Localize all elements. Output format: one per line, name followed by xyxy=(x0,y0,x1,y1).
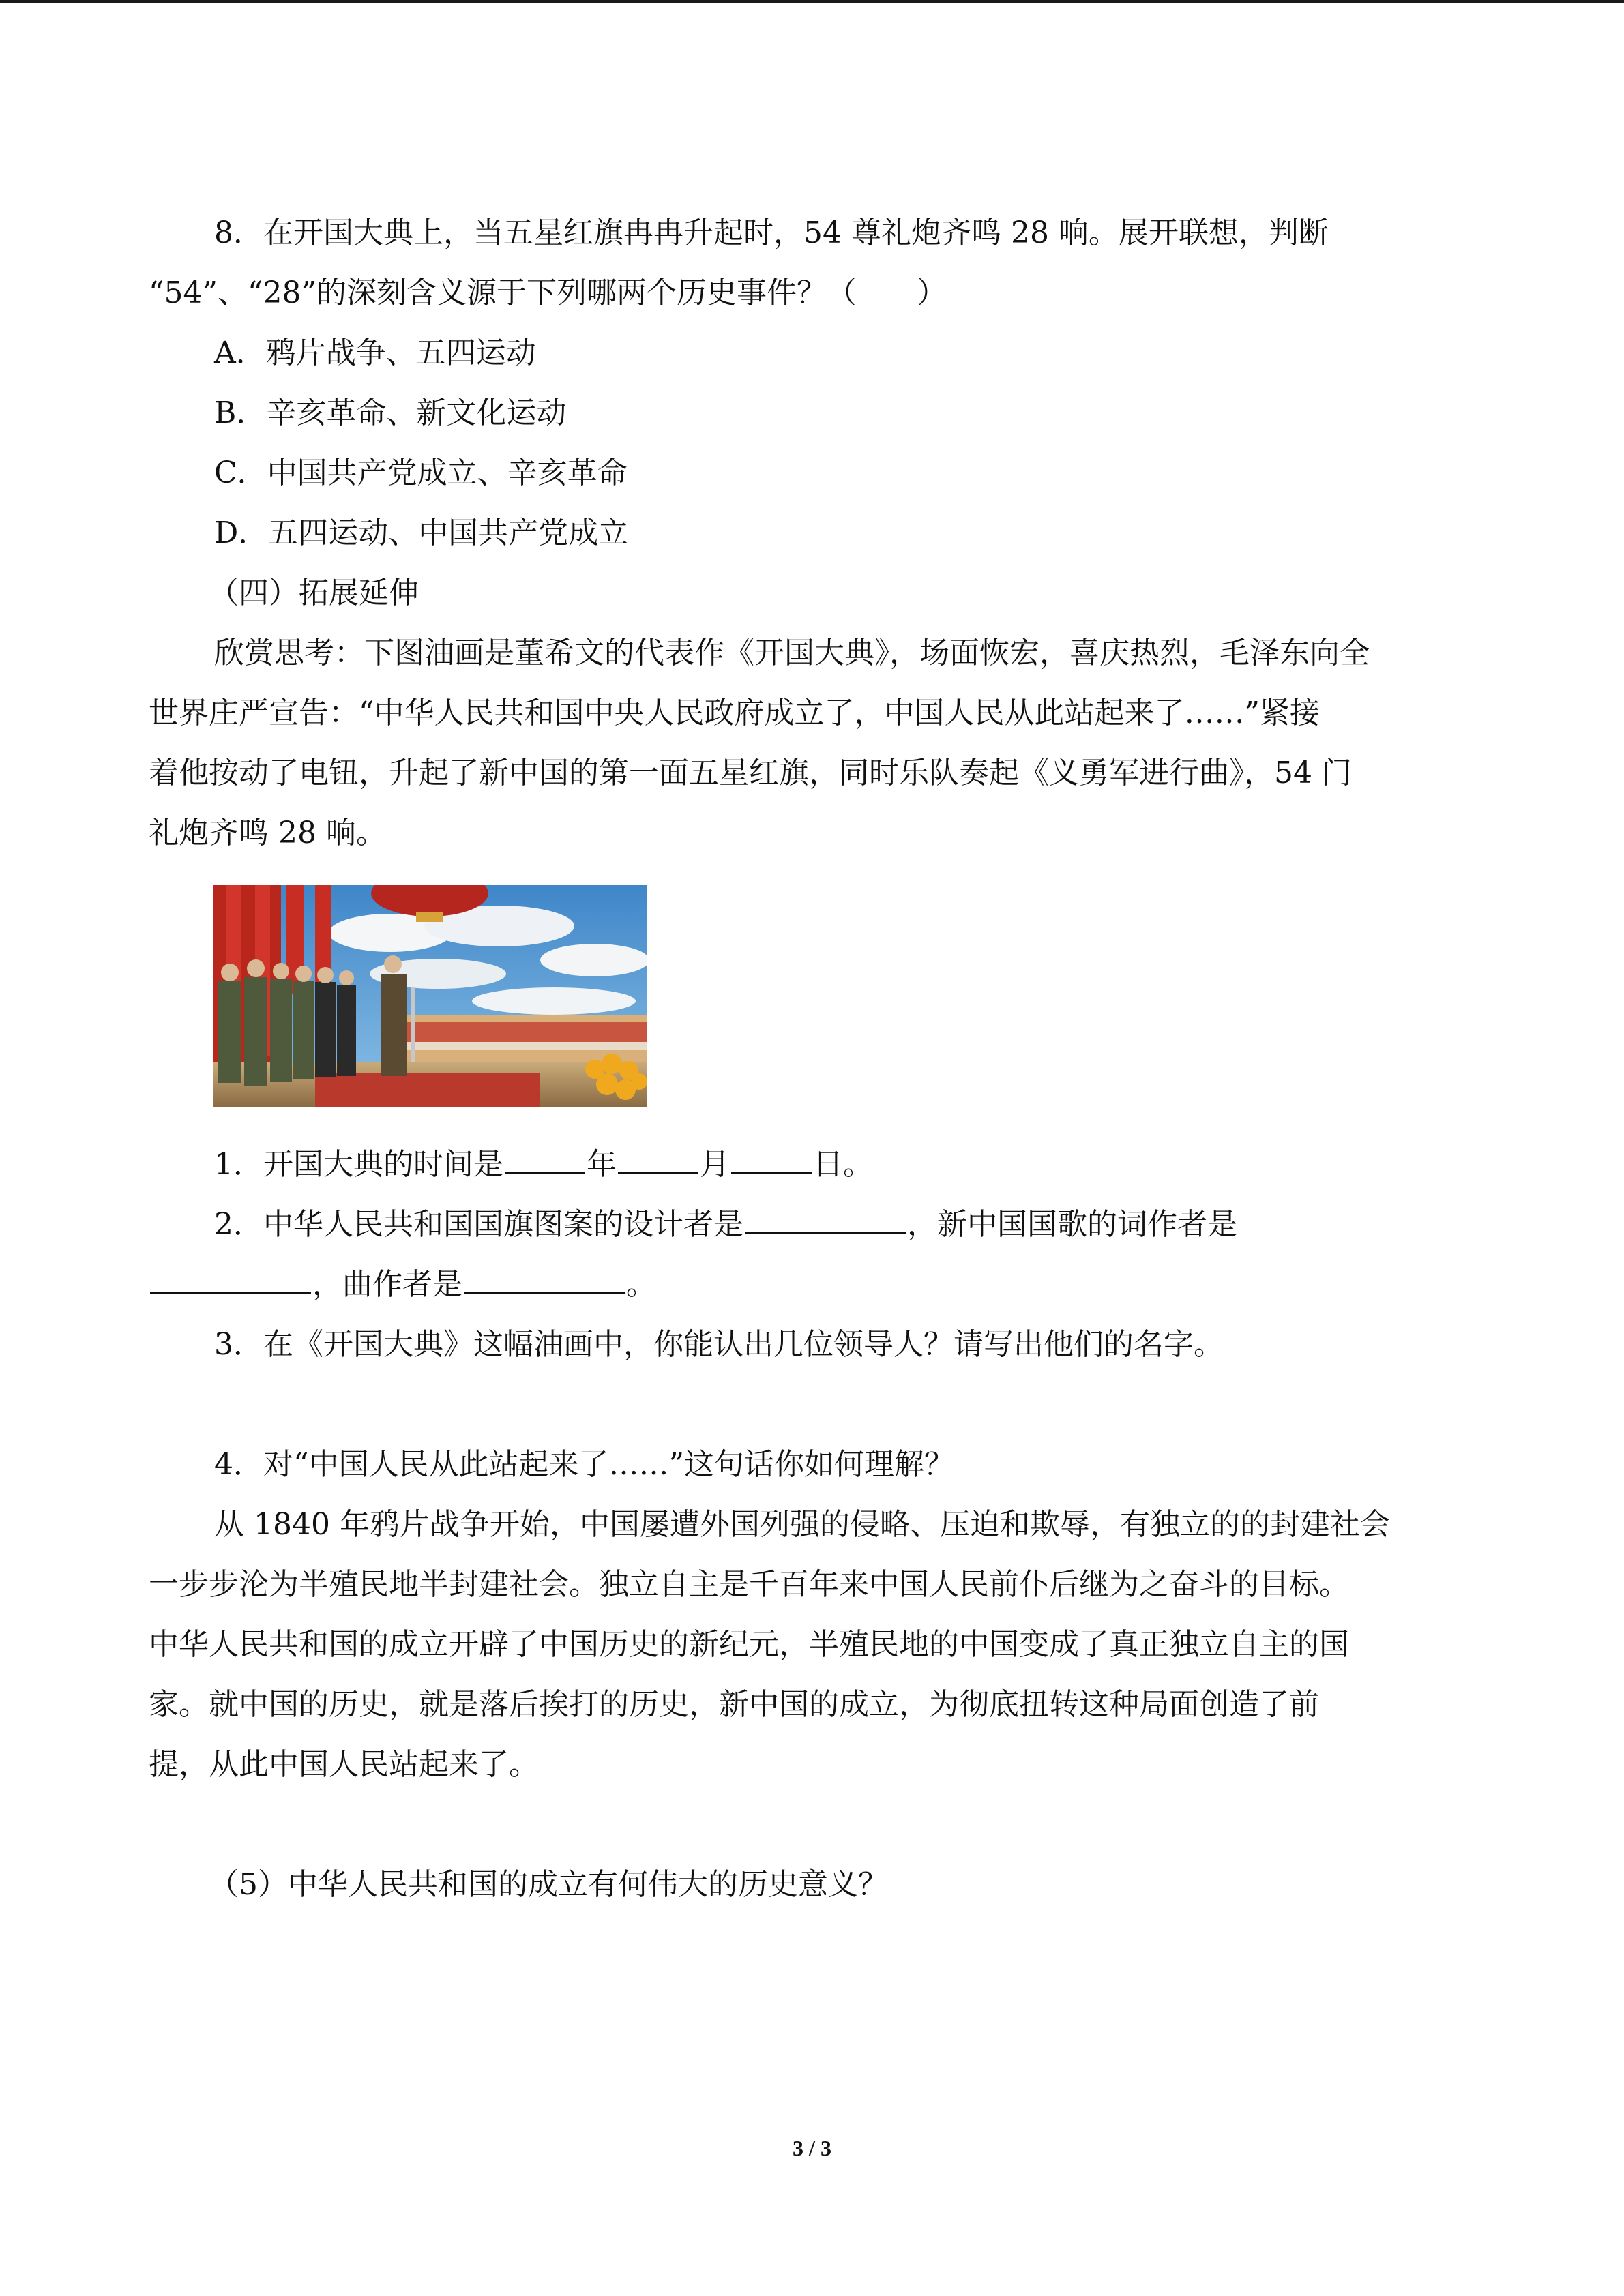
year-blank[interactable] xyxy=(505,1142,585,1174)
q8-option-b: B．辛亥革命、新文化运动 xyxy=(214,396,567,430)
q8-option-a: A．鸦片战争、五四运动 xyxy=(214,336,536,370)
q8-line-2: “54”、“28”的深刻含义源于下列哪两个历史事件？（ ） xyxy=(149,275,947,310)
question-2-line-2 xyxy=(149,1255,1479,1315)
question-2-line-1 xyxy=(149,1195,1479,1255)
day-label: 日。 xyxy=(813,1147,873,1182)
year-label: 年 xyxy=(587,1147,617,1182)
spacer xyxy=(149,1795,1479,1855)
question-1-text: 1．开国大典的时间是 xyxy=(214,1147,503,1182)
q8-option-c: C．中国共产党成立、辛亥革命 xyxy=(214,456,628,490)
question-4: 4．对“中国人民从此站起来了……”这句话你如何理解？ xyxy=(214,1447,954,1482)
top-border xyxy=(0,0,1624,3)
answer-line-4: 家。就中国的历史，就是落后挨打的历史，新中国的成立，为彻底扭转这种局面创造了前 xyxy=(149,1687,1319,1722)
document-body xyxy=(149,203,1479,1915)
q8-option-d: D．五四运动、中国共产党成立 xyxy=(214,516,629,550)
intro-line-4: 礼炮齐鸣 28 响。 xyxy=(149,816,386,850)
lyricist-blank[interactable] xyxy=(150,1262,311,1294)
composer-blank[interactable] xyxy=(464,1262,625,1294)
question-2-end: 。 xyxy=(626,1267,656,1302)
intro-line-1: 欣赏思考：下图油画是董希文的代表作《开国大典》，场面恢宏，喜庆热烈，毛泽东向全 xyxy=(214,636,1370,670)
answer-line-1: 从 1840 年鸦片战争开始，中国屡遭外国列强的侵略、压迫和欺辱，有独立的的封建社会 xyxy=(214,1507,1390,1542)
intro-line-2: 世界庄严宣告：“中华人民共和国中央人民政府成立了，中国人民从此站起来了……”紧接 xyxy=(149,696,1320,730)
question-2-middle: ，新中国国歌的词作者是 xyxy=(907,1207,1237,1242)
question-3: 3．在《开国大典》这幅油画中，你能认出几位领导人？请写出他们的名字。 xyxy=(214,1327,1224,1362)
question-1 xyxy=(149,1135,1479,1195)
question-2-middle-2: ，曲作者是 xyxy=(312,1267,462,1302)
answer-line-5: 提，从此中国人民站起来了。 xyxy=(149,1747,539,1782)
question-2-text: 2．中华人民共和国国旗图案的设计者是 xyxy=(214,1207,743,1242)
answer-line-2: 一步步沦为半殖民地半封建社会。独立自主是千百年来中国人民前仆后继为之奋斗的目标。 xyxy=(149,1567,1349,1602)
month-label: 月 xyxy=(700,1147,730,1182)
day-blank[interactable] xyxy=(731,1142,812,1174)
flag-designer-blank[interactable] xyxy=(745,1202,906,1234)
page-number: 3 / 3 xyxy=(793,2136,831,2160)
section-heading: （四）拓展延伸 xyxy=(209,576,419,610)
answer-space xyxy=(149,1375,1479,1435)
answer-line-3: 中华人民共和国的成立开辟了中国历史的新纪元，半殖民地的中国变成了真正独立自主的国 xyxy=(149,1627,1349,1662)
question-5: （5）中华人民共和国的成立有何伟大的历史意义？ xyxy=(209,1867,888,1902)
month-blank[interactable] xyxy=(618,1142,698,1174)
q8-line-1: 8．在开国大典上，当五星红旗冉冉升起时，54 尊礼炮齐鸣 28 响。展开联想，判断 xyxy=(214,215,1329,250)
intro-line-3: 着他按动了电钮，升起了新中国的第一面五星红旗，同时乐队奏起《义勇军进行曲》，54 门 xyxy=(149,756,1352,790)
founding-ceremony-painting xyxy=(213,885,647,1107)
